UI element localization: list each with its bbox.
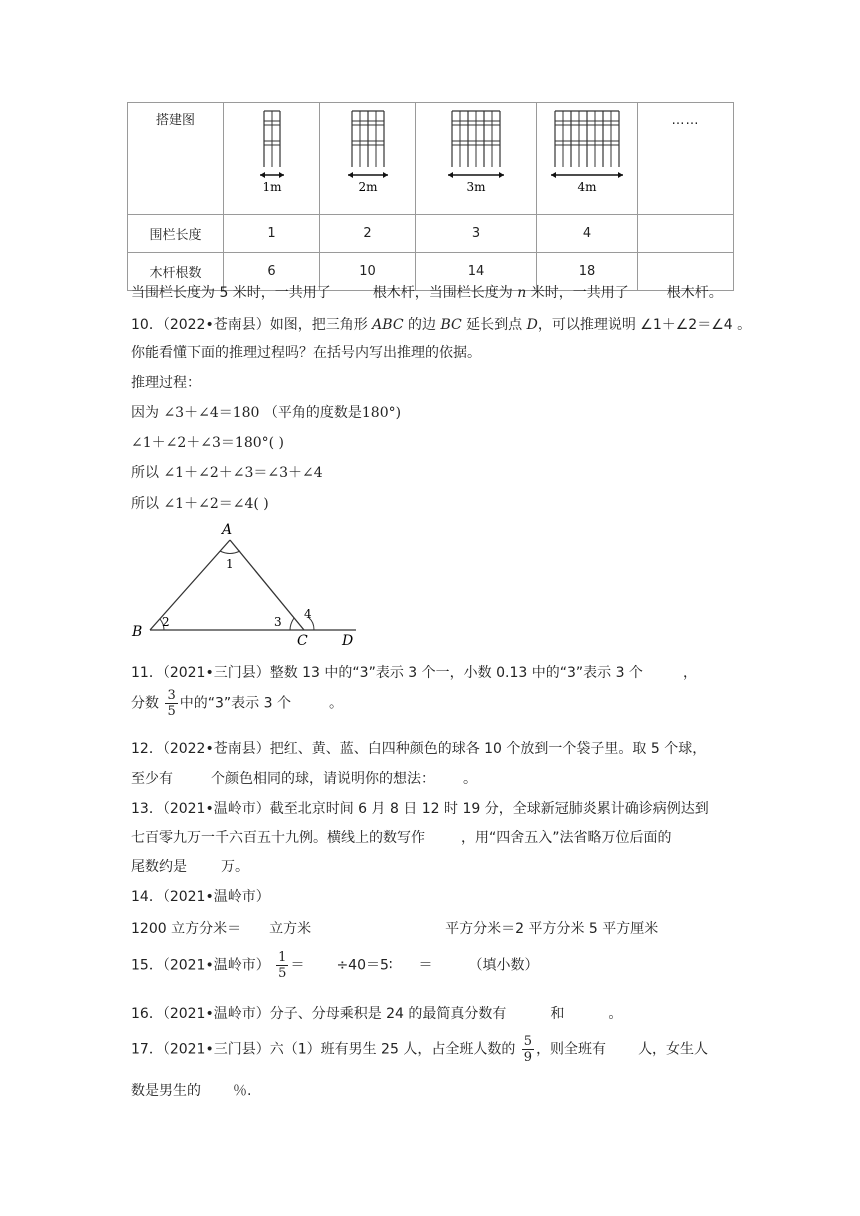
fraction-5-9: $\frac{5}{9}$ — [523, 1034, 533, 1065]
q16-line: 16．（2021•温岭市）分子、分母乘积是 24 的最简真分数有 和 。 — [131, 1006, 623, 1022]
length-cell — [638, 215, 734, 253]
length-cell: 2 — [320, 215, 416, 253]
label-a: A — [222, 522, 233, 538]
count-cell: 14 — [416, 253, 537, 291]
q10-line6: 所以 ∠1＋∠2＋∠3＝∠3＋∠4 — [131, 465, 323, 481]
fence-figure-4m — [537, 103, 638, 215]
fence-pattern-table — [127, 102, 734, 291]
row-label-diagram: 搭建图 — [128, 103, 224, 215]
dimension-label: 1m — [261, 180, 282, 193]
label-angle-3: 3 — [274, 615, 282, 629]
triangle-diagram — [128, 518, 368, 648]
ellipsis-cell: …… — [638, 103, 734, 215]
length-cell: 3 — [416, 215, 537, 253]
fence-figure-3m — [416, 103, 537, 215]
dimension-label: 4m — [577, 180, 597, 193]
fence-figure-2m — [320, 103, 416, 215]
count-cell: 18 — [537, 253, 638, 291]
arrow-left-icon — [348, 172, 353, 178]
q11-line2: 分数 $\frac{3}{5}$ 中的“3”表示 3 个 。 — [131, 688, 343, 719]
q11-line1: 11．（2021•三门县）整数 13 中的“3”表示 3 个一，小数 0.13 中的“3”表示 3 个 ， — [131, 665, 697, 681]
arrow-left-icon — [551, 172, 556, 178]
label-d: D — [342, 633, 354, 648]
q14-line2: 1200 立方分米＝ 立方米 平方分米＝2 平方分米 5 平方厘米 — [131, 921, 659, 937]
q13-line2: 七百零九万一千六百五十九例。横线上的数写作 ，用“四舍五入”法省略万位后面的 — [131, 830, 672, 846]
q10-line1: 10．（2022•苍南县）如图，把三角形 ABC 的边 BC 延长到点 D，可以推理说明 ∠1＋∠2＝∠4 。 — [131, 317, 752, 333]
q14-line1: 14．（2021•温岭市） — [131, 889, 270, 905]
dimension-label: 3m — [466, 180, 486, 193]
q13-line3: 尾数约是 万。 — [131, 859, 249, 875]
q12-line2: 至少有 个颜色相同的球，请说明你的想法： 。 — [131, 771, 477, 787]
fence-figure — [547, 107, 627, 193]
q13-line1: 13．（2021•温岭市）截至北京时间 6 月 8 日 12 时 19 分，全球新冠肺炎累计确诊病例达到 — [131, 801, 709, 817]
length-cell: 1 — [224, 215, 320, 253]
fence-figure — [341, 107, 395, 193]
row-label-length: 围栏长度 — [128, 215, 224, 253]
q10-line4: 因为 ∠3＋∠4＝180 （平角的度数是180°) — [131, 405, 402, 421]
fence-figure-1m — [224, 103, 320, 215]
dimension-label: 2m — [357, 180, 378, 193]
arrow-right-icon — [618, 172, 623, 178]
q10-line3: 推理过程： — [131, 375, 201, 391]
q9-fill-line: 当围栏长度为 5 米时，一共用了 根木杆，当围栏长度为 n 米时，一共用了 根木杆。 — [131, 285, 723, 301]
q17-line2: 数是男生的 ％. — [131, 1083, 252, 1099]
label-angle-2: 2 — [162, 615, 170, 629]
q10-line7: 所以 ∠1＋∠2＝∠4( ) — [131, 496, 269, 512]
q12-line1: 12．（2022•苍南县）把红、黄、蓝、白四种颜色的球各 10 个放到一个袋子里。取 5 个球， — [131, 741, 707, 757]
table-row — [128, 103, 734, 215]
q15-line: 15．（2021•温岭市） $\frac{1}{5}$ ＝ ÷40＝5∶ ＝ （填小数） — [131, 950, 539, 981]
fraction-1-5: $\frac{1}{5}$ — [278, 950, 287, 981]
arrow-right-icon — [499, 172, 504, 178]
arrow-right-icon — [383, 172, 388, 178]
q10-line5: ∠1＋∠2＋∠3＝180°( ) — [131, 435, 285, 451]
label-angle-1: 1 — [226, 557, 234, 571]
q10-line2: 你能看懂下面的推理过程吗？在括号内写出推理的依据。 — [131, 345, 481, 361]
fence-figure — [443, 107, 509, 193]
fence-figure — [252, 107, 292, 193]
q17-line1: 17．（2021•三门县）六（1）班有男生 25 人，占全班人数的 $\frac{5}{9}$ ，则全班有 人，女生人 — [131, 1034, 709, 1065]
label-b: B — [132, 624, 143, 640]
table-row — [128, 215, 734, 253]
row-label-poles: 木杆根数 — [128, 253, 224, 291]
angle-3-arc — [290, 618, 294, 630]
fraction-3-5: $\frac{3}{5}$ — [167, 688, 176, 719]
arrow-right-icon — [279, 172, 284, 178]
arrow-left-icon — [260, 172, 265, 178]
label-angle-4: 4 — [304, 607, 312, 621]
length-cell: 4 — [537, 215, 638, 253]
arrow-left-icon — [448, 172, 453, 178]
count-cell: 10 — [320, 253, 416, 291]
angle-1-arc — [220, 551, 240, 554]
count-cell: 6 — [224, 253, 320, 291]
label-c: C — [297, 633, 308, 648]
line-ac — [230, 540, 304, 630]
